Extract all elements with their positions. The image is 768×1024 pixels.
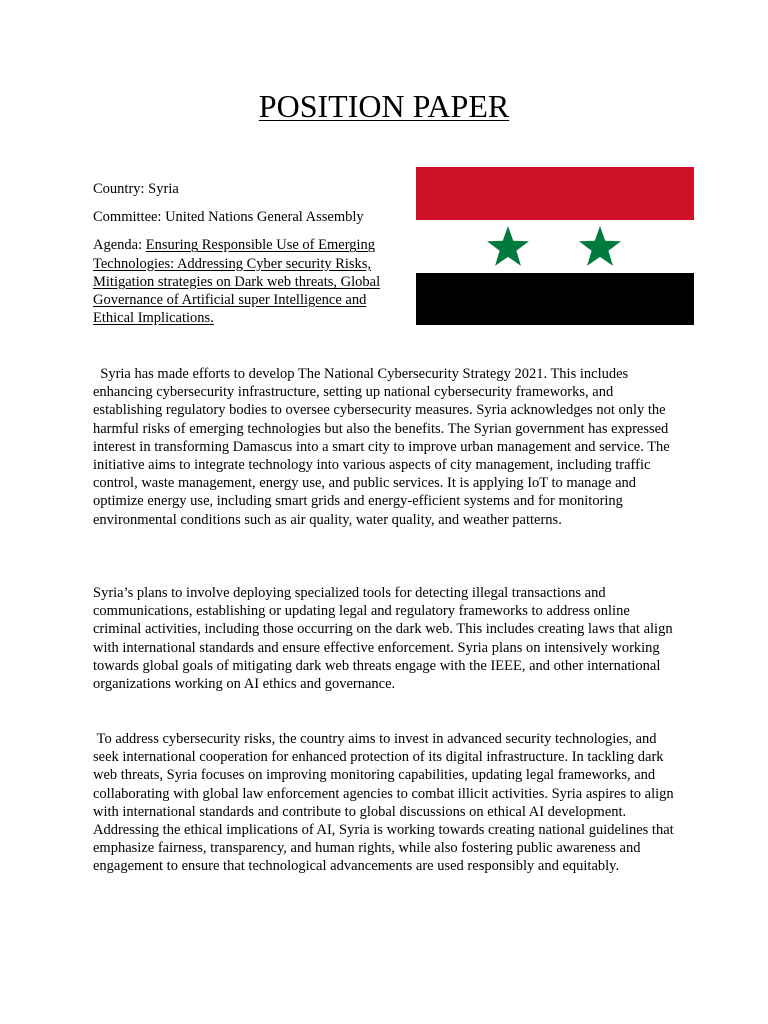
country-line: Country: Syria	[93, 181, 179, 197]
body-paragraph: Syria’s plans to involve deploying specialized tools for detecting illegal transactions and communications, establishing or updating legal and regulatory frameworks to address online criminal activities, including those occurring on the dark web. This includes creating laws that align with international standards and ensure effective enforcement. Syria plans on intensively working towards global goals of mitigating dark web threats engage with the IEEE, and other international organizations working on AI ethics and governance.	[93, 585, 673, 693]
page-title: POSITION PAPER	[258, 88, 510, 124]
flag-stars	[416, 167, 694, 325]
syria-flag-icon	[416, 167, 694, 325]
paper-details	[93, 180, 408, 337]
agenda-line	[93, 236, 408, 327]
flag-star-icon	[487, 226, 529, 266]
committee-line: Committee: United Nations General Assembly	[93, 209, 364, 226]
body-paragraph: To address cybersecurity risks, the country aims to invest in advanced security technologies, and seek international cooperation for enhanced protection of its digital infrastructure. In tackling dark web threats, Syria focuses on improving monitoring capabilities, updating legal frameworks, and collaborating with global law enforcement agencies to combat illicit activities. Syria aspires to align with international standards and contribute to global discussions on ethical AI development. Addressing the ethical implications of AI, Syria is working towards creating national guidelines that emphasize fairness, transparency, and human rights, while also fostering public awareness and engagement to ensure that technological advancements are used responsibly and equitably.	[93, 731, 674, 875]
flag-star-icon	[579, 226, 621, 266]
agenda-label: Agenda:	[93, 237, 146, 254]
body-paragraph: Syria has made efforts to develop The National Cybersecurity Strategy 2021. This includes enhancing cybersecurity infrastructure, setting up national cybersecurity frameworks, and establishing regulatory bodies to oversee cybersecurity measures. Syria acknowledges not only the harmful risks of emerging technologies but also the benefits. The Syrian government has expressed interest in transforming Damascus into a smart city to improve urban management and service. The initiative aims to integrate technology into various aspects of city management, including traffic control, waste management, energy use, and public services. It is applying IoT to manage and optimize energy use, including smart grids and energy-efficient systems and for monitoring environmental conditions such as air quality, water quality, and weather patterns.	[93, 366, 670, 528]
agenda-text: Ensuring Responsible Use of Emerging Technologies: Addressing Cyber security Risks, Mitigation strategies on Dark web threats, Global Governance of Artificial super Intelligence and Ethical Implications.	[93, 237, 381, 327]
